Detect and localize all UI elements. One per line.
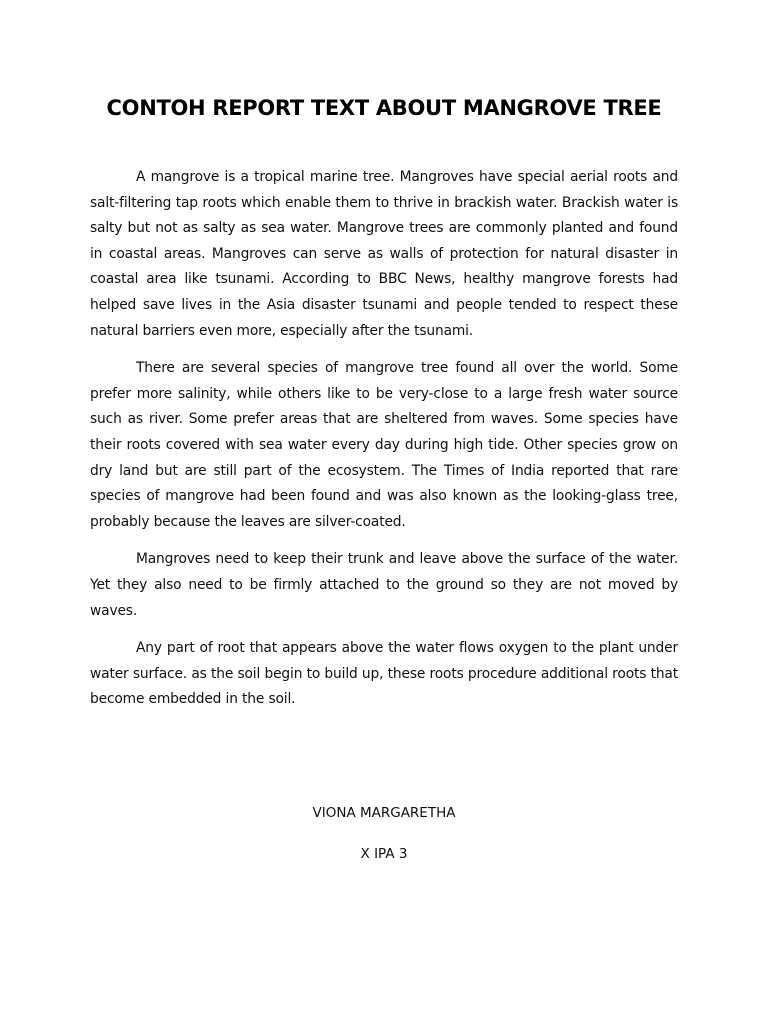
document-body <box>90 165 678 725</box>
paragraph-2: There are several species of mangrove tree found all over the world. Some prefer more salinity, while others like to be very-close to a large fresh water source such as river. Some prefer areas that are sheltered from waves. Some species have their roots covered with sea water every day during high tide. Other species grow on dry land but are still part of the ecosystem. The Times of India reported that rare species of mangrove had been found and was also known as the looking-glass tree, probably because the leaves are silver-coated. <box>90 360 678 530</box>
paragraph-3: Mangroves need to keep their trunk and leave above the surface of the water. Yet they also need to be firmly attached to the ground so they are not moved by waves. <box>90 551 678 619</box>
author-name: VIONA MARGARETHA <box>312 805 456 821</box>
author-class: X IPA 3 <box>360 846 408 862</box>
paragraph-1: A mangrove is a tropical marine tree. Mangroves have special aerial roots and salt-filtering tap roots which enable them to thrive in brackish water. Brackish water is salty but not as salty as sea water. Mangrove trees are commonly planted and found in coastal areas. Mangroves can serve as walls of protection for natural disaster in coastal area like tsunami. According to BBC News, healthy mangrove forests had helped save lives in the Asia disaster tsunami and people tended to respect these natural barriers even more, especially after the tsunami. <box>90 169 678 339</box>
document-title: CONTOH REPORT TEXT ABOUT MANGROVE TREE <box>106 96 662 120</box>
paragraph-4: Any part of root that appears above the water flows oxygen to the plant under water surface. as the soil begin to build up, these roots procedure additional roots that become embedded in the soil. <box>90 640 678 708</box>
